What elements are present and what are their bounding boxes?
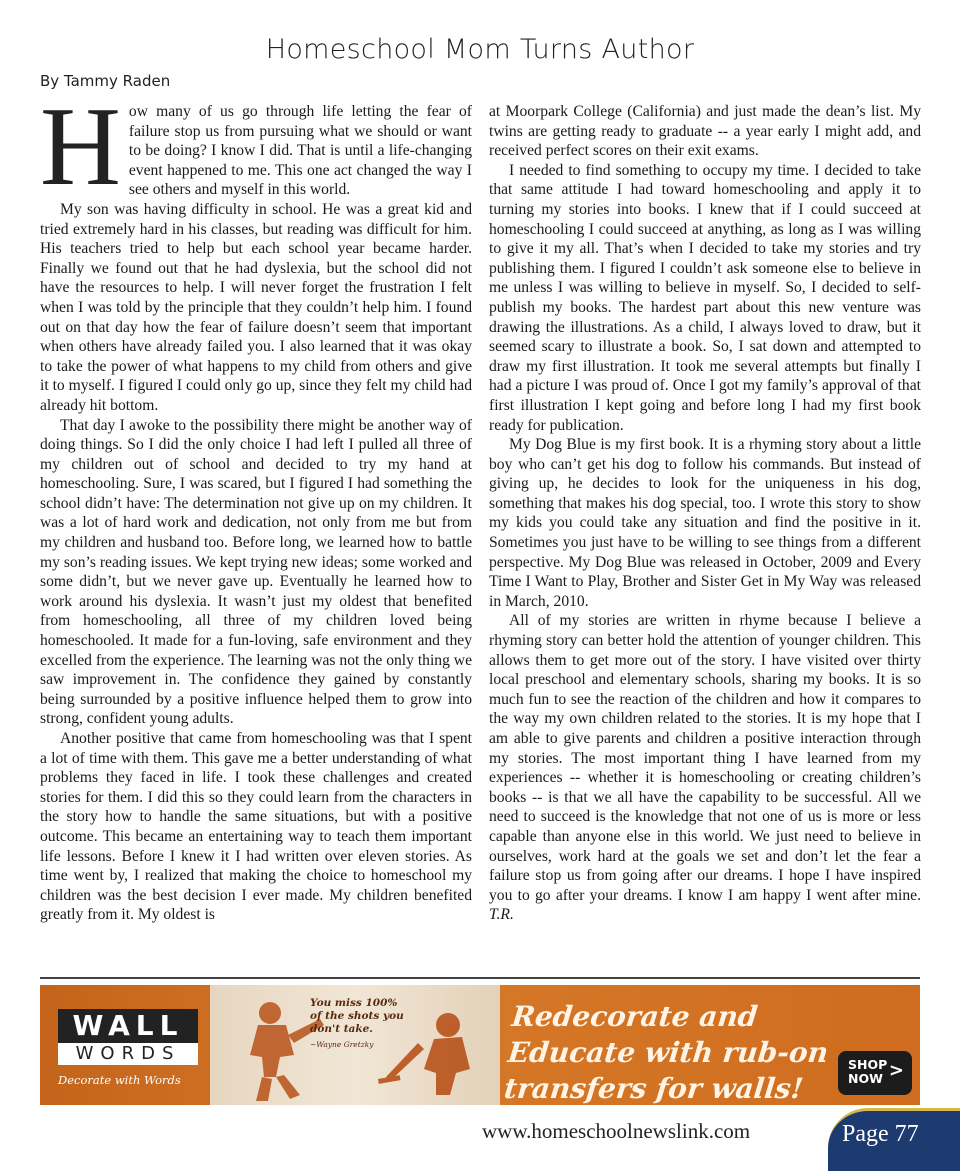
shop-now-button[interactable]: [838, 1051, 912, 1095]
divider: [40, 977, 920, 979]
drop-cap: H: [40, 85, 121, 209]
page-number: Page 77: [842, 1121, 919, 1147]
logo-tagline: Decorate with Words: [58, 1073, 181, 1087]
ad-quote: [310, 997, 410, 1051]
wall-words-logo: [52, 1003, 212, 1093]
quote-author: ~Wayne Gretzky: [310, 1040, 374, 1049]
paragraph: That day I awoke to the possibility there might be another way of doing things. So I did the only choice I had left I pulled all three of my children out of school and decided to try my hand at homeschooling. Sure, I was scared, but I figured I had something the school didn’t have: The determination not give up on my children. It was a lot of hard work and dedication, not only from me but from my children and husband too. Before long, we learned how to battle my son’s reading issues. We kept trying new ideas; some worked and some didn’t, but we never gave up. Eventually he learned how to work around his dyslexia. It wasn’t just my oldest that benefited from homeschooling, all three of my children loved being homeschooled. It made for a fun-loving, safe environment and they excelled from the experience. The learning was not the only thing we saw improvement in. The confidence they gained by constantly being surrounded by a positive influence helped them to grow into strong, confident young adults.: [40, 416, 472, 728]
ad-photo: [210, 985, 500, 1105]
article-title: Homeschool Mom Turns Author: [265, 34, 695, 65]
paragraph: My Dog Blue is my first book. It is a rhyming story about a little boy who can’t get his dog to follow his commands. But instead of giving up, he decides to look for the uniqueness in his dog, something that makes his dog special, too. I wrote this story to show my kids you could take any situation and find the positive in it. Sometimes you just have to be willing to see things from a different perspective. My Dog Blue was released in October, 2009 and Every Time I Want to Play, Brother and Sister Get in My Way was released in March, 2010.: [489, 436, 921, 610]
cta-line-2: NOW: [848, 1071, 883, 1086]
author-signature: T.R.: [489, 906, 514, 924]
article-column-right: [489, 102, 921, 925]
quote-text: You miss 100% of the shots you don't take.: [310, 997, 404, 1035]
paragraph: [489, 611, 921, 925]
logo-words-text: WORDS: [58, 1043, 198, 1065]
paragraph-text: All of my stories are written in rhyme because I believe a rhyming story can better hold the attention of younger children. This allows them to get more out of the story. I have visited over thirty local preschool and elementary schools, sharing my books. It is so much fun to see the reaction of the children and how it compares to the way my own children related to the stories. It is my hope that I am able to give parents and children a positive interaction through my stories. The most important thing I have learned from my experiences -- whether it is homeschooling or creating children’s books -- is that we all have the capability to be successful. All we need to succeed is the knowledge that not one of us is more or less capable than anyone else in this world. We just need to believe in ourselves, work hard at the goals we set and don’t let the fear a failure stop us from going after our dreams. I hope I have inspired you to go after your dreams. I know I am happy I went after mine.: [489, 612, 921, 904]
paragraph: [40, 85, 472, 209]
advertisement-banner[interactable]: [40, 985, 920, 1105]
paragraph: I needed to find something to occupy my time. I decided to take that same attitude I had toward homeschooling and apply it to turning my stories into books. I knew that if I could succeed at homeschooling I could succeed at anything, as long as I was willing to give it my all. That’s when I decided to take my stories and try publishing them. I figured I couldn’t ask someone else to believe in me unless I was willing to believe in myself. So, I decided to self-publish my books. The hardest part about this new venture was drawing the illustrations. As a child, I always loved to draw, but it seemed scary to illustrate a book. So, I sat down and attempted to draw my first illustration. It took me several attempts but finally I had a picture I was proud of. Once I got my family’s approval of that first illustration I kept going and before long I had my first book ready for publication.: [489, 161, 921, 434]
paragraph: Another positive that came from homeschooling was that I spent a lot of time with them. This gave me a better understanding of what problems they faced in life. I took these challenges and created stories for them. I did this so they could learn from the characters in the story how to handle the same situations, but with a positive outcome. This became an entertaining way to teach them important life lessons. Before I knew it I had written over eleven stories. As time went by, I realized that making the choice to homeschool my children was the best decision I ever made. My children benefited greatly from it. My oldest is: [40, 730, 472, 924]
website-link[interactable]: www.homeschoolnewslink.com: [482, 1119, 751, 1143]
paragraph-text: ow many of us go through life letting the fear of failure stop us from pursuing what we should or want to be doing? I know I did. That is until a life-changing event happened to me. This one act changed the way I see others and myself in this world.: [128, 103, 472, 199]
ad-headline: Redecorate and Educate with rub-on transfers for walls!: [502, 1000, 830, 1105]
logo-wall-text: WALL: [58, 1009, 198, 1043]
page-number-tab: [828, 1108, 960, 1171]
cta-line-1: SHOP: [848, 1057, 888, 1072]
byline: By Tammy Raden: [40, 72, 171, 90]
paragraph: at Moorpark College (California) and just made the dean’s list. My twins are getting ready to graduate -- a year early I might add, and received perfect scores on their exit exams.: [489, 103, 921, 160]
chevron-right-icon: >: [888, 1060, 904, 1081]
article-column-left: [40, 85, 472, 925]
paragraph: My son was having difficulty in school. He was a great kid and tried extremely hard in his classes, but reading was difficult for him. His teachers tried to help but each school year became harder. Finally we found out that he had dyslexia, but the school did not have the resources to help. I will never forget the frustration I felt when I was told by the principle that they couldn’t help him. I found out on that day how the fear of failure doesn’t seem that important when others have already failed you. I also learned that it was okay to take the power of what happens to my child from others and give it to myself. I figured I could only go up, since they felt my child had already hit bottom.: [40, 200, 472, 414]
